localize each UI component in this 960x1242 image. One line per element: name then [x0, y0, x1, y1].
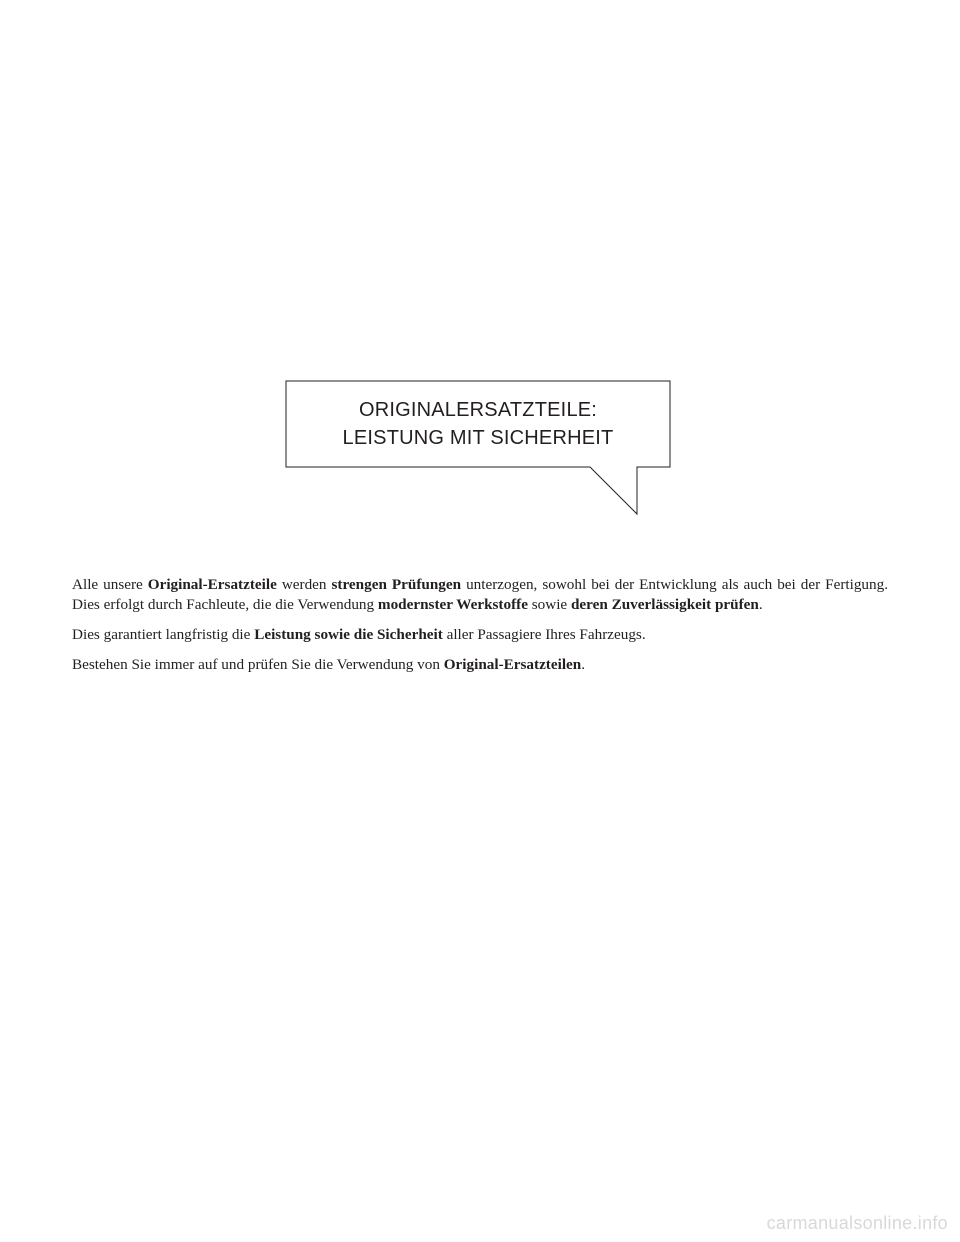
emphasis-original-parts: Original-Ersatzteilen [443, 656, 582, 673]
paragraph-quality-testing [72, 575, 888, 615]
text-fragment: . [758, 596, 763, 613]
paragraph-guarantee [72, 625, 888, 645]
body-text [72, 575, 888, 685]
emphasis-original-parts: Original-Ersatzteile [147, 576, 277, 593]
emphasis-performance-safety: Leistung sowie die Sicherheit [254, 626, 443, 643]
text-fragment: . [581, 656, 586, 673]
text-fragment: Bestehen Sie immer auf und prüfen Sie die Verwendung von [72, 656, 444, 673]
text-fragment: unterzogen, sowohl bei der Entwicklung als auch bei der Fertigung. Dies erfolgt durch Fachleute, die die Verwendung [72, 576, 888, 613]
emphasis-reliability: deren Zuverlässigkeit prüfen [570, 596, 759, 613]
text-fragment: werden [276, 576, 332, 593]
callout-line-2: LEISTUNG MIT SICHERHEIT [342, 427, 614, 449]
text-fragment: Alle unsere [72, 576, 148, 593]
paragraph-insist [72, 655, 888, 675]
emphasis-strict-tests: strengen Prüfungen [331, 576, 462, 593]
text-fragment: aller Passagiere Ihres Fahrzeugs. [442, 626, 646, 643]
emphasis-modern-materials: modernster Werkstoffe [377, 596, 528, 613]
callout-text [286, 381, 670, 467]
watermark: carmanualsonline.info [766, 1213, 948, 1233]
text-fragment: sowie [527, 596, 571, 613]
callout-line-1: ORIGINALERSATZTEILE: [358, 399, 598, 421]
text-fragment: Dies garantiert langfristig die [72, 626, 255, 643]
